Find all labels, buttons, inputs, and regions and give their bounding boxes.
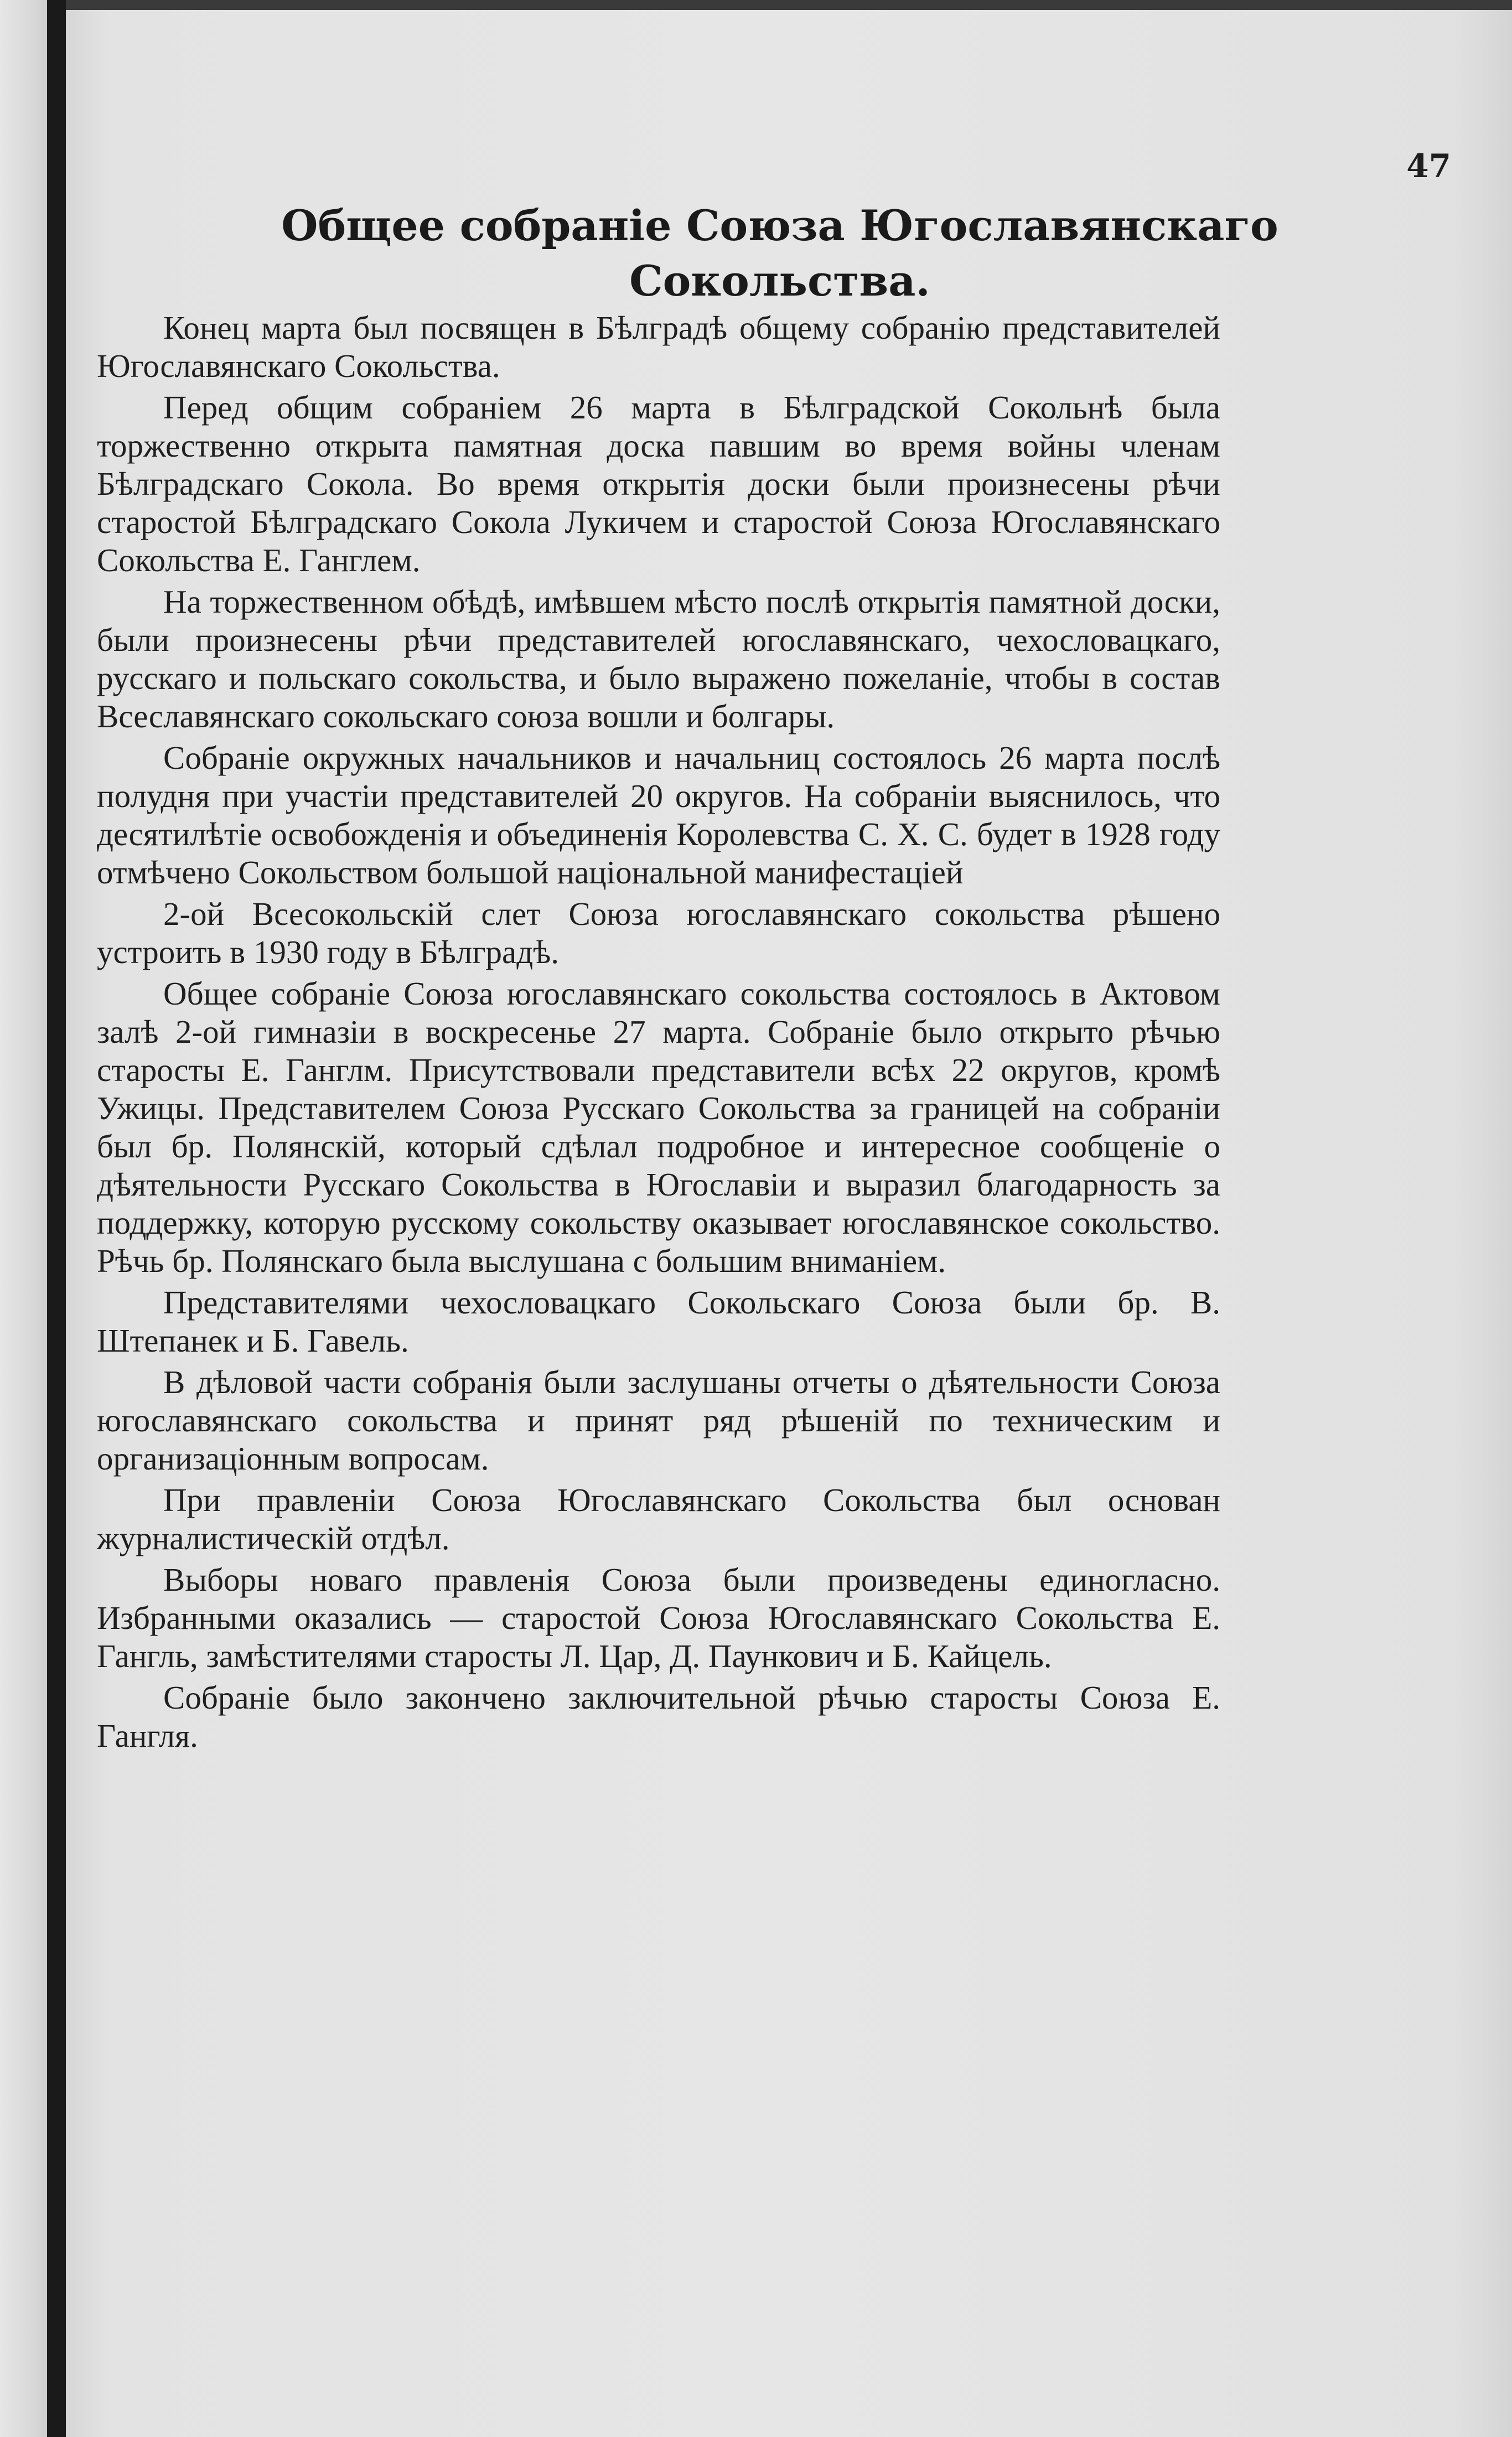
article-body	[97, 309, 1220, 1755]
paragraph: Представителями чехословацкаго Сокольскаго Союза были бр. В. Штепанек и Б. Гавель.	[97, 1284, 1220, 1359]
paragraph: На торжественном обѣдѣ, имѣвшем мѣсто послѣ открытiя памятной доски, были произнесены рѣчи представителей югославянскаго, чехословацкаго, русскаго и польскаго сокольства, и было выражено пожеланiе, чтобы в состав Всеславянскаго сокольскаго союза вошли и болгары.	[97, 583, 1220, 734]
page-number: 47	[1406, 147, 1451, 185]
paragraph: Перед общим собранiем 26 марта в Бѣлградской Сокольнѣ была торжественно открыта памятная доска павшим во время войны членам Бѣлградскаго Сокола. Во время открытiя доски были произнесены рѣчи старостой Бѣлградскаго Сокола Лукичем и старостой Союза Югославянскаго Сокольства Е. Ганглем.	[97, 389, 1220, 578]
paragraph: Выборы новаго правленiя Союза были произведены единогласно. Избранными оказались — старостой Союза Югославянскаго Сокольства Е. Гангль, замѣстителями старосты Л. Цар, Д. Паункович и Б. Кайцель.	[97, 1561, 1220, 1674]
paragraph: 2-ой Всесокольскiй слет Союза югославянскаго сокольства рѣшено устроить в 1930 году в Бѣлградѣ.	[97, 896, 1220, 970]
paragraph: Общее собранiе Союза югославянскаго сокольства состоялось в Актовом залѣ 2-ой гимназiи в воскресенье 27 марта. Собранiе было открыто рѣчью старосты Е. Ганглм. Присутствовали представители всѣх 22 округов, кромѣ Ужицы. Представителем Союза Русскаго Сокольства за границей на собранiи был бр. Полянскiй, который сдѣлал подробное и интересное сообщенiе о дѣятельности Русскаго Сокольства в Югославiи и выразил благодарность за поддержку, которую русскому сокольству оказывает югославянское сокольство. Рѣчь бр. Полянскаго была выслушана с большим вниманiем.	[97, 975, 1220, 1279]
paragraph: Конец марта был посвящен в Бѣлградѣ общему собранiю представителей Югославянскаго Сокольства.	[97, 309, 1220, 384]
top-scan-border	[66, 0, 1512, 10]
paragraph: Собранiе окружных начальников и начальниц состоялось 26 марта послѣ полудня при участiи представителей 20 округов. На собранiи выяснилось, что десятилѣтiе освобожденiя и объединенiя Королевства С. Х. С. будет в 1928 году отмѣчено Сокольством большой нацiональной манифестацiей	[97, 739, 1220, 891]
paragraph: В дѣловой части собранiя были заслушаны отчеты о дѣятельности Союза югославянскаго сокольства и принят ряд рѣшенiй по техническим и организацiонным вопросам.	[97, 1364, 1220, 1477]
paragraph: Собранiе было закончено заключительной рѣчью старосты Союза Е. Гангля.	[97, 1679, 1220, 1754]
facing-page-edge	[0, 0, 47, 2437]
article-title: Общее собранiе Союза Югославянскаго Сокольства.	[281, 201, 1278, 306]
paragraph: При правленiи Союза Югославянскаго Сокольства был основан журналистическiй отдѣл.	[97, 1482, 1220, 1556]
book-binding-shadow	[47, 0, 66, 2437]
